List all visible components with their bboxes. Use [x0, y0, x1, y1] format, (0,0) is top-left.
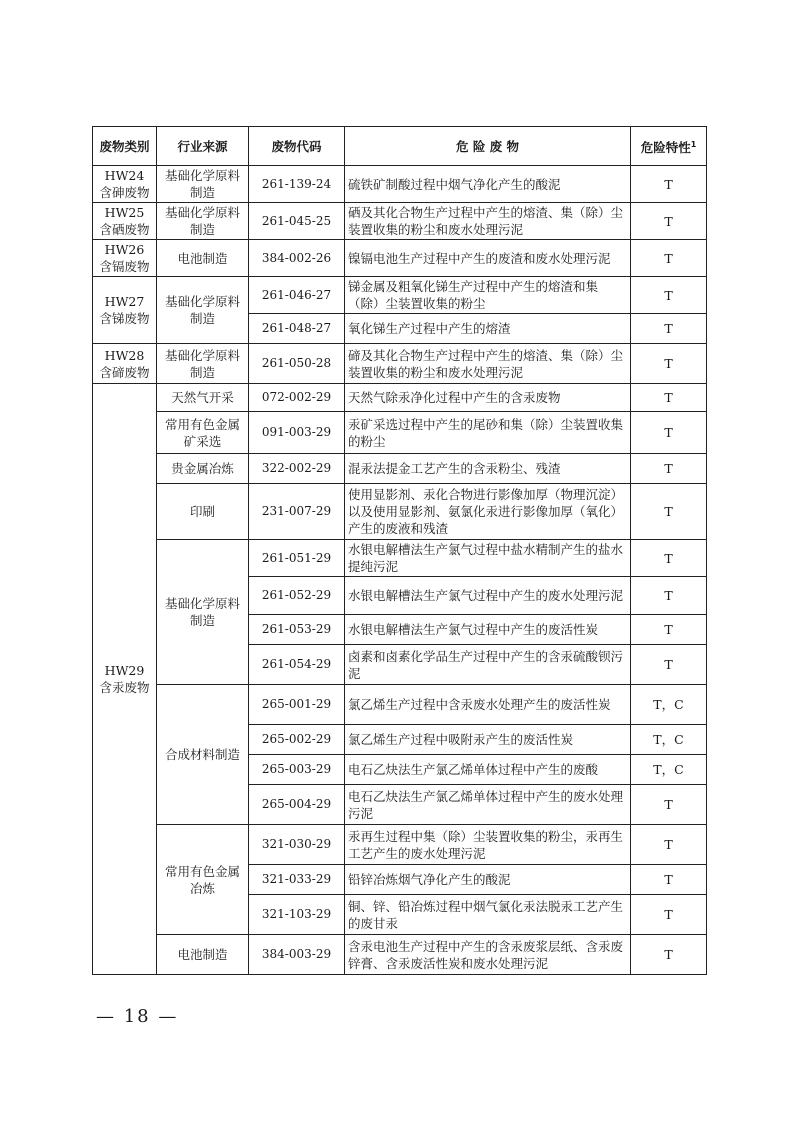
table-row	[93, 484, 707, 540]
cell-hazard: T	[631, 825, 707, 865]
cell-industry: 常用有色金属冶炼	[157, 825, 249, 935]
cell-description: 电石乙炔法生产氯乙烯单体过程中产生的废水处理污泥	[345, 785, 631, 825]
cell-industry: 基础化学原料制造	[157, 344, 249, 384]
cell-category: HW26 含镉废物	[93, 240, 157, 277]
cell-description: 锑金属及粗氧化锑生产过程中产生的熔渣和集（除）尘装置收集的粉尘	[345, 277, 631, 314]
table-header-row	[93, 127, 707, 166]
cell-description: 卤素和卤素化学品生产过程中产生的含汞硫酸钡污泥	[345, 645, 631, 685]
cell-code: 265-003-29	[249, 755, 345, 785]
cell-industry: 电池制造	[157, 240, 249, 277]
cell-description: 铅锌冶炼烟气净化产生的酸泥	[345, 865, 631, 895]
cell-hazard: T	[631, 895, 707, 935]
header-code: 废物代码	[249, 127, 345, 166]
cell-industry: 基础化学原料制造	[157, 540, 249, 685]
table-row	[93, 384, 707, 412]
cell-industry: 合成材料制造	[157, 685, 249, 825]
cell-description: 水银电解槽法生产氯气过程中产生的废活性炭	[345, 615, 631, 645]
table-row	[93, 166, 707, 203]
cell-description: 水银电解槽法生产氯气过程中盐水精制产生的盐水提纯污泥	[345, 540, 631, 577]
page-number: — 18 —	[96, 1006, 179, 1027]
table-row	[93, 277, 707, 314]
cell-code: 261-139-24	[249, 166, 345, 203]
cell-code: 261-050-28	[249, 344, 345, 384]
cell-description: 碲及其化合物生产过程中产生的熔渣、集（除）尘装置收集的粉尘和废水处理污泥	[345, 344, 631, 384]
table-row	[93, 540, 707, 577]
table-row	[93, 344, 707, 384]
cell-code: 261-053-29	[249, 615, 345, 645]
cell-code: 321-103-29	[249, 895, 345, 935]
cell-description: 混汞法提金工艺产生的含汞粉尘、残渣	[345, 454, 631, 484]
header-hazard-label: 危险特性	[640, 140, 691, 156]
cell-description: 氧化锑生产过程中产生的熔渣	[345, 314, 631, 344]
header-industry: 行业来源	[157, 127, 249, 166]
cell-industry: 基础化学原料制造	[157, 277, 249, 344]
cell-code: 384-002-26	[249, 240, 345, 277]
cell-hazard: T	[631, 645, 707, 685]
cell-hazard: T	[631, 615, 707, 645]
cell-hazard: T	[631, 785, 707, 825]
cell-category: HW28 含碲废物	[93, 344, 157, 384]
cell-hazard: T	[631, 277, 707, 314]
cell-hazard: T	[631, 412, 707, 454]
table-row	[93, 412, 707, 454]
cell-category: HW25 含硒废物	[93, 203, 157, 240]
cell-description: 水银电解槽法生产氯气过程中产生的废水处理污泥	[345, 577, 631, 615]
table-row	[93, 685, 707, 725]
cell-hazard: T	[631, 454, 707, 484]
cell-industry: 印刷	[157, 484, 249, 540]
cell-hazard: T	[631, 935, 707, 975]
cell-description: 天然气除汞净化过程中产生的含汞废物	[345, 384, 631, 412]
cell-description: 硒及其化合物生产过程中产生的熔渣、集（除）尘装置收集的粉尘和废水处理污泥	[345, 203, 631, 240]
cell-hazard: T	[631, 384, 707, 412]
cell-code: 261-046-27	[249, 277, 345, 314]
cell-hazard: T，C	[631, 755, 707, 785]
header-hazard	[631, 127, 707, 166]
cell-industry: 基础化学原料制造	[157, 203, 249, 240]
cell-description: 硫铁矿制酸过程中烟气净化产生的酸泥	[345, 166, 631, 203]
cell-code: 261-048-27	[249, 314, 345, 344]
cell-description: 氯乙烯生产过程中吸附汞产生的废活性炭	[345, 725, 631, 755]
cell-code: 261-045-25	[249, 203, 345, 240]
cell-hazard: T	[631, 240, 707, 277]
cell-code: 265-001-29	[249, 685, 345, 725]
cell-industry: 贵金属冶炼	[157, 454, 249, 484]
cell-hazard: T	[631, 314, 707, 344]
header-category: 废物类别	[93, 127, 157, 166]
cell-code: 321-030-29	[249, 825, 345, 865]
cell-description: 镍镉电池生产过程中产生的废渣和废水处理污泥	[345, 240, 631, 277]
header-hazard-footnote: 1	[690, 139, 697, 149]
cell-code: 261-052-29	[249, 577, 345, 615]
cell-code: 231-007-29	[249, 484, 345, 540]
cell-hazard: T，C	[631, 725, 707, 755]
cell-description: 汞再生过程中集（除）尘装置收集的粉尘，汞再生工艺产生的废水处理污泥	[345, 825, 631, 865]
cell-code: 091-003-29	[249, 412, 345, 454]
cell-code: 384-003-29	[249, 935, 345, 975]
table-row	[93, 240, 707, 277]
cell-hazard: T	[631, 344, 707, 384]
cell-hazard: T	[631, 540, 707, 577]
cell-code: 265-004-29	[249, 785, 345, 825]
cell-code: 261-051-29	[249, 540, 345, 577]
cell-hazard: T	[631, 577, 707, 615]
table-row	[93, 935, 707, 975]
cell-industry: 天然气开采	[157, 384, 249, 412]
cell-description: 氯乙烯生产过程中含汞废水处理产生的废活性炭	[345, 685, 631, 725]
cell-description: 汞矿采选过程中产生的尾砂和集（除）尘装置收集的粉尘	[345, 412, 631, 454]
cell-hazard: T，C	[631, 685, 707, 725]
cell-code: 265-002-29	[249, 725, 345, 755]
cell-description: 电石乙炔法生产氯乙烯单体过程中产生的废酸	[345, 755, 631, 785]
cell-code: 261-054-29	[249, 645, 345, 685]
cell-hazard: T	[631, 203, 707, 240]
cell-industry: 常用有色金属矿采选	[157, 412, 249, 454]
cell-description: 使用显影剂、汞化合物进行影像加厚（物理沉淀）以及使用显影剂、氨氯化汞进行影像加厚（氧化）产生的废液和残渣	[345, 484, 631, 540]
table-row	[93, 203, 707, 240]
cell-category: HW29 含汞废物	[93, 384, 157, 975]
hazardous-waste-table	[92, 126, 707, 975]
cell-hazard: T	[631, 166, 707, 203]
cell-industry: 电池制造	[157, 935, 249, 975]
cell-category: HW27 含锑废物	[93, 277, 157, 344]
cell-code: 322-002-29	[249, 454, 345, 484]
table-row	[93, 825, 707, 865]
cell-code: 321-033-29	[249, 865, 345, 895]
cell-code: 072-002-29	[249, 384, 345, 412]
cell-description: 含汞电池生产过程中产生的含汞废浆层纸、含汞废锌膏、含汞废活性炭和废水处理污泥	[345, 935, 631, 975]
cell-industry: 基础化学原料制造	[157, 166, 249, 203]
table-row	[93, 454, 707, 484]
cell-category: HW24 含砷废物	[93, 166, 157, 203]
header-description: 危 险 废 物	[345, 127, 631, 166]
cell-description: 铜、锌、铅冶炼过程中烟气氯化汞法脱汞工艺产生的废甘汞	[345, 895, 631, 935]
cell-hazard: T	[631, 865, 707, 895]
cell-hazard: T	[631, 484, 707, 540]
